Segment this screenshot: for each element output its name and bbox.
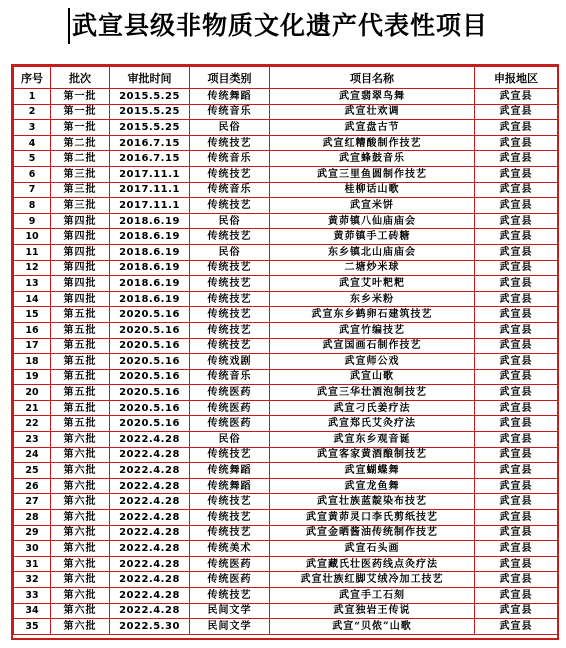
cell-batch: 第一批: [51, 120, 110, 136]
cell-batch: 第四批: [51, 244, 110, 260]
cell-region: 武宣县: [475, 510, 558, 526]
cell-index: 27: [14, 494, 51, 510]
cell-approval-date: 2018.6.19: [110, 276, 190, 292]
cell-index: 29: [14, 525, 51, 541]
cell-approval-date: 2022.4.28: [110, 447, 190, 463]
cell-region: 武宣县: [475, 198, 558, 214]
column-header-category: 项目类别: [190, 67, 270, 89]
cell-approval-date: 2022.5.30: [110, 619, 190, 635]
cell-category: 传统舞蹈: [190, 89, 270, 105]
cell-project-name: 武宣刁氏姜疗法: [270, 400, 475, 416]
table-row: [14, 619, 558, 635]
cell-project-name: 武宣东乡观音诞: [270, 432, 475, 448]
table-row: [14, 229, 558, 245]
cell-index: 6: [14, 166, 51, 182]
cell-region: 武宣县: [475, 229, 558, 245]
cell-region: 武宣县: [475, 104, 558, 120]
cell-index: 24: [14, 447, 51, 463]
cell-region: 武宣县: [475, 416, 558, 432]
cell-batch: 第五批: [51, 322, 110, 338]
table-row: [14, 463, 558, 479]
cell-category: 传统技艺: [190, 135, 270, 151]
column-header-batch: 批次: [51, 67, 110, 89]
cell-project-name: 武宣国画石制作技艺: [270, 338, 475, 354]
page-title: 武宣县级非物质文化遗产代表性项目: [72, 11, 489, 40]
table-row: [14, 572, 558, 588]
cell-project-name: 武宣壮欢调: [270, 104, 475, 120]
cell-approval-date: 2017.11.1: [110, 182, 190, 198]
cell-category: 民俗: [190, 244, 270, 260]
cell-project-name: 武宣壮族蓝靛染布技艺: [270, 494, 475, 510]
cell-category: 传统技艺: [190, 260, 270, 276]
table-header-row: [14, 67, 558, 89]
cell-region: 武宣县: [475, 525, 558, 541]
cell-index: 18: [14, 354, 51, 370]
cell-project-name: 武宣红糟酸制作技艺: [270, 135, 475, 151]
cell-category: 民俗: [190, 432, 270, 448]
cell-approval-date: 2017.11.1: [110, 198, 190, 214]
cell-project-name: 武宣米饼: [270, 198, 475, 214]
cell-category: 传统音乐: [190, 369, 270, 385]
cell-category: 民间文学: [190, 619, 270, 635]
table-row: [14, 556, 558, 572]
cell-index: 19: [14, 369, 51, 385]
cell-batch: 第五批: [51, 369, 110, 385]
column-header-region: 申报地区: [475, 67, 558, 89]
page-header: [0, 0, 566, 52]
table-row: [14, 89, 558, 105]
table-row: [14, 244, 558, 260]
cell-project-name: 武宣壮族红脚艾绒冷加工技艺: [270, 572, 475, 588]
cell-approval-date: 2022.4.28: [110, 478, 190, 494]
cell-index: 16: [14, 322, 51, 338]
cell-category: 传统技艺: [190, 322, 270, 338]
cell-project-name: 武宣艾叶粑粑: [270, 276, 475, 292]
cell-region: 武宣县: [475, 619, 558, 635]
cell-batch: 第六批: [51, 447, 110, 463]
cell-region: 武宣县: [475, 182, 558, 198]
cell-approval-date: 2015.5.25: [110, 89, 190, 105]
cell-batch: 第五批: [51, 354, 110, 370]
cell-index: 11: [14, 244, 51, 260]
cell-project-name: 武宣手工石刻: [270, 588, 475, 604]
cell-project-name: 黄茆镇八仙庙庙会: [270, 213, 475, 229]
table-row: [14, 588, 558, 604]
cell-category: 传统美术: [190, 541, 270, 557]
cell-category: 传统技艺: [190, 510, 270, 526]
cell-region: 武宣县: [475, 369, 558, 385]
cell-batch: 第六批: [51, 432, 110, 448]
table-row: [14, 291, 558, 307]
cell-project-name: 武宣竹编技艺: [270, 322, 475, 338]
cell-region: 武宣县: [475, 120, 558, 136]
cell-category: 传统医药: [190, 572, 270, 588]
column-header-approval-date: 审批时间: [110, 67, 190, 89]
cell-project-name: 武宣藏氏壮医药线点灸疗法: [270, 556, 475, 572]
cell-index: 17: [14, 338, 51, 354]
cell-category: 传统医药: [190, 556, 270, 572]
cell-region: 武宣县: [475, 588, 558, 604]
cell-category: 传统戏剧: [190, 354, 270, 370]
cell-index: 2: [14, 104, 51, 120]
cell-approval-date: 2018.6.19: [110, 291, 190, 307]
cell-project-name: 武宣三华壮酒泡制技艺: [270, 385, 475, 401]
cell-category: 民俗: [190, 213, 270, 229]
cell-region: 武宣县: [475, 322, 558, 338]
cell-region: 武宣县: [475, 276, 558, 292]
table-row: [14, 338, 558, 354]
table-row: [14, 478, 558, 494]
cell-index: 30: [14, 541, 51, 557]
cell-approval-date: 2020.5.16: [110, 354, 190, 370]
cell-index: 23: [14, 432, 51, 448]
cell-approval-date: 2020.5.16: [110, 385, 190, 401]
cell-batch: 第五批: [51, 416, 110, 432]
cell-batch: 第二批: [51, 151, 110, 167]
cell-index: 4: [14, 135, 51, 151]
cell-project-name: 武宣蜂鼓音乐: [270, 151, 475, 167]
cell-project-name: 武宣黄茆灵口李氏剪纸技艺: [270, 510, 475, 526]
table-row: [14, 182, 558, 198]
cell-region: 武宣县: [475, 494, 558, 510]
cell-region: 武宣县: [475, 478, 558, 494]
cell-index: 5: [14, 151, 51, 167]
cell-index: 7: [14, 182, 51, 198]
cell-region: 武宣县: [475, 354, 558, 370]
cell-region: 武宣县: [475, 400, 558, 416]
cell-region: 武宣县: [475, 213, 558, 229]
cell-index: 10: [14, 229, 51, 245]
cell-batch: 第五批: [51, 307, 110, 323]
cell-batch: 第六批: [51, 588, 110, 604]
table-row: [14, 525, 558, 541]
cell-region: 武宣县: [475, 166, 558, 182]
cell-batch: 第四批: [51, 291, 110, 307]
cell-index: 33: [14, 588, 51, 604]
cell-region: 武宣县: [475, 603, 558, 619]
cell-region: 武宣县: [475, 89, 558, 105]
cell-project-name: 武宣郑氏艾灸疗法: [270, 416, 475, 432]
cell-batch: 第一批: [51, 89, 110, 105]
cell-approval-date: 2017.11.1: [110, 166, 190, 182]
table-row: [14, 276, 558, 292]
table-body: [14, 89, 558, 635]
table-row: [14, 151, 558, 167]
cell-project-name: 武宣师公戏: [270, 354, 475, 370]
cell-batch: 第三批: [51, 182, 110, 198]
cell-batch: 第四批: [51, 260, 110, 276]
cell-category: 传统技艺: [190, 307, 270, 323]
cell-approval-date: 2018.6.19: [110, 229, 190, 245]
cell-batch: 第四批: [51, 276, 110, 292]
cell-approval-date: 2018.6.19: [110, 244, 190, 260]
table-row: [14, 166, 558, 182]
cell-batch: 第六批: [51, 494, 110, 510]
table-row: [14, 447, 558, 463]
text-cursor: [68, 8, 70, 44]
cell-approval-date: 2020.5.16: [110, 338, 190, 354]
table-row: [14, 213, 558, 229]
cell-approval-date: 2022.4.28: [110, 463, 190, 479]
cell-approval-date: 2022.4.28: [110, 525, 190, 541]
cell-region: 武宣县: [475, 541, 558, 557]
cell-index: 32: [14, 572, 51, 588]
cell-index: 25: [14, 463, 51, 479]
cell-batch: 第六批: [51, 619, 110, 635]
cell-batch: 第六批: [51, 525, 110, 541]
cell-approval-date: 2020.5.16: [110, 400, 190, 416]
heritage-table-container: [11, 64, 559, 640]
table-row: [14, 135, 558, 151]
cell-index: 35: [14, 619, 51, 635]
cell-approval-date: 2022.4.28: [110, 603, 190, 619]
cell-region: 武宣县: [475, 447, 558, 463]
cell-batch: 第六批: [51, 603, 110, 619]
cell-project-name: 武宣蝴蝶舞: [270, 463, 475, 479]
cell-approval-date: 2020.5.16: [110, 369, 190, 385]
cell-project-name: 武宣金晒酱油传统制作技艺: [270, 525, 475, 541]
cell-approval-date: 2020.5.16: [110, 416, 190, 432]
cell-project-name: 桂柳话山歌: [270, 182, 475, 198]
cell-category: 传统技艺: [190, 588, 270, 604]
cell-category: 传统技艺: [190, 276, 270, 292]
cell-batch: 第五批: [51, 400, 110, 416]
table-row: [14, 307, 558, 323]
cell-approval-date: 2018.6.19: [110, 260, 190, 276]
cell-approval-date: 2022.4.28: [110, 588, 190, 604]
cell-approval-date: 2018.6.19: [110, 213, 190, 229]
cell-category: 传统舞蹈: [190, 478, 270, 494]
cell-batch: 第二批: [51, 135, 110, 151]
cell-region: 武宣县: [475, 385, 558, 401]
cell-index: 21: [14, 400, 51, 416]
cell-approval-date: 2020.5.16: [110, 307, 190, 323]
cell-batch: 第六批: [51, 478, 110, 494]
cell-batch: 第四批: [51, 213, 110, 229]
cell-batch: 第六批: [51, 556, 110, 572]
cell-index: 1: [14, 89, 51, 105]
cell-region: 武宣县: [475, 291, 558, 307]
table-row: [14, 416, 558, 432]
cell-batch: 第三批: [51, 198, 110, 214]
cell-approval-date: 2022.4.28: [110, 556, 190, 572]
table-row: [14, 510, 558, 526]
cell-batch: 第六批: [51, 463, 110, 479]
table-row: [14, 260, 558, 276]
cell-region: 武宣县: [475, 260, 558, 276]
cell-project-name: 武宣三里鱼圆制作技艺: [270, 166, 475, 182]
table-row: [14, 369, 558, 385]
cell-category: 传统音乐: [190, 151, 270, 167]
heritage-table: [13, 66, 558, 635]
cell-project-name: 武宣独岩王传说: [270, 603, 475, 619]
cell-batch: 第五批: [51, 338, 110, 354]
cell-index: 26: [14, 478, 51, 494]
cell-index: 34: [14, 603, 51, 619]
cell-index: 13: [14, 276, 51, 292]
cell-approval-date: 2022.4.28: [110, 572, 190, 588]
cell-category: 传统技艺: [190, 494, 270, 510]
cell-project-name: 武宣客家黄酒酿制技艺: [270, 447, 475, 463]
table-row: [14, 494, 558, 510]
cell-category: 传统技艺: [190, 166, 270, 182]
cell-category: 传统技艺: [190, 229, 270, 245]
table-row: [14, 120, 558, 136]
cell-index: 28: [14, 510, 51, 526]
cell-batch: 第一批: [51, 104, 110, 120]
table-row: [14, 354, 558, 370]
cell-approval-date: 2022.4.28: [110, 494, 190, 510]
cell-category: 传统技艺: [190, 198, 270, 214]
table-row: [14, 104, 558, 120]
cell-project-name: 武宣山歌: [270, 369, 475, 385]
table-row: [14, 198, 558, 214]
cell-project-name: 武宣石头画: [270, 541, 475, 557]
cell-project-name: 武宣龙鱼舞: [270, 478, 475, 494]
cell-category: 传统技艺: [190, 525, 270, 541]
cell-batch: 第四批: [51, 229, 110, 245]
cell-index: 12: [14, 260, 51, 276]
cell-approval-date: 2022.4.28: [110, 541, 190, 557]
cell-region: 武宣县: [475, 463, 558, 479]
cell-region: 武宣县: [475, 338, 558, 354]
cell-index: 31: [14, 556, 51, 572]
table-row: [14, 400, 558, 416]
cell-region: 武宣县: [475, 135, 558, 151]
cell-region: 武宣县: [475, 572, 558, 588]
column-header-index: 序号: [14, 67, 51, 89]
cell-category: 传统音乐: [190, 104, 270, 120]
cell-project-name: 武宣东乡鹤卵石建筑技艺: [270, 307, 475, 323]
cell-index: 8: [14, 198, 51, 214]
cell-category: 传统技艺: [190, 447, 270, 463]
table-row: [14, 603, 558, 619]
cell-category: 民间文学: [190, 603, 270, 619]
cell-category: 传统医药: [190, 385, 270, 401]
cell-index: 20: [14, 385, 51, 401]
cell-approval-date: 2016.7.15: [110, 135, 190, 151]
cell-region: 武宣县: [475, 432, 558, 448]
table-row: [14, 385, 558, 401]
cell-category: 传统医药: [190, 400, 270, 416]
cell-approval-date: 2022.4.28: [110, 432, 190, 448]
cell-category: 传统医药: [190, 416, 270, 432]
cell-index: 9: [14, 213, 51, 229]
cell-project-name: 武宣盘古节: [270, 120, 475, 136]
table-row: [14, 432, 558, 448]
column-header-project-name: 项目名称: [270, 67, 475, 89]
cell-category: 传统技艺: [190, 291, 270, 307]
cell-approval-date: 2022.4.28: [110, 510, 190, 526]
cell-index: 3: [14, 120, 51, 136]
cell-category: 传统舞蹈: [190, 463, 270, 479]
cell-region: 武宣县: [475, 151, 558, 167]
cell-project-name: 武宣翡翠鸟舞: [270, 89, 475, 105]
cell-approval-date: 2020.5.16: [110, 322, 190, 338]
cell-project-name: 东乡镇北山庙庙会: [270, 244, 475, 260]
cell-index: 15: [14, 307, 51, 323]
table-row: [14, 322, 558, 338]
cell-project-name: 东乡米粉: [270, 291, 475, 307]
cell-batch: 第五批: [51, 385, 110, 401]
cell-project-name: 二塘炒米球: [270, 260, 475, 276]
cell-index: 22: [14, 416, 51, 432]
cell-approval-date: 2015.5.25: [110, 120, 190, 136]
cell-category: 民俗: [190, 120, 270, 136]
cell-category: 传统技艺: [190, 338, 270, 354]
table-row: [14, 541, 558, 557]
cell-batch: 第三批: [51, 166, 110, 182]
cell-category: 传统音乐: [190, 182, 270, 198]
cell-project-name: 黄茆镇手工砖糖: [270, 229, 475, 245]
cell-batch: 第六批: [51, 510, 110, 526]
cell-approval-date: 2015.5.25: [110, 104, 190, 120]
cell-project-name: 武宣“贝侬”山歌: [270, 619, 475, 635]
cell-region: 武宣县: [475, 556, 558, 572]
cell-index: 14: [14, 291, 51, 307]
cell-region: 武宣县: [475, 307, 558, 323]
cell-batch: 第六批: [51, 572, 110, 588]
cell-region: 武宣县: [475, 244, 558, 260]
cell-approval-date: 2016.7.15: [110, 151, 190, 167]
cell-batch: 第六批: [51, 541, 110, 557]
